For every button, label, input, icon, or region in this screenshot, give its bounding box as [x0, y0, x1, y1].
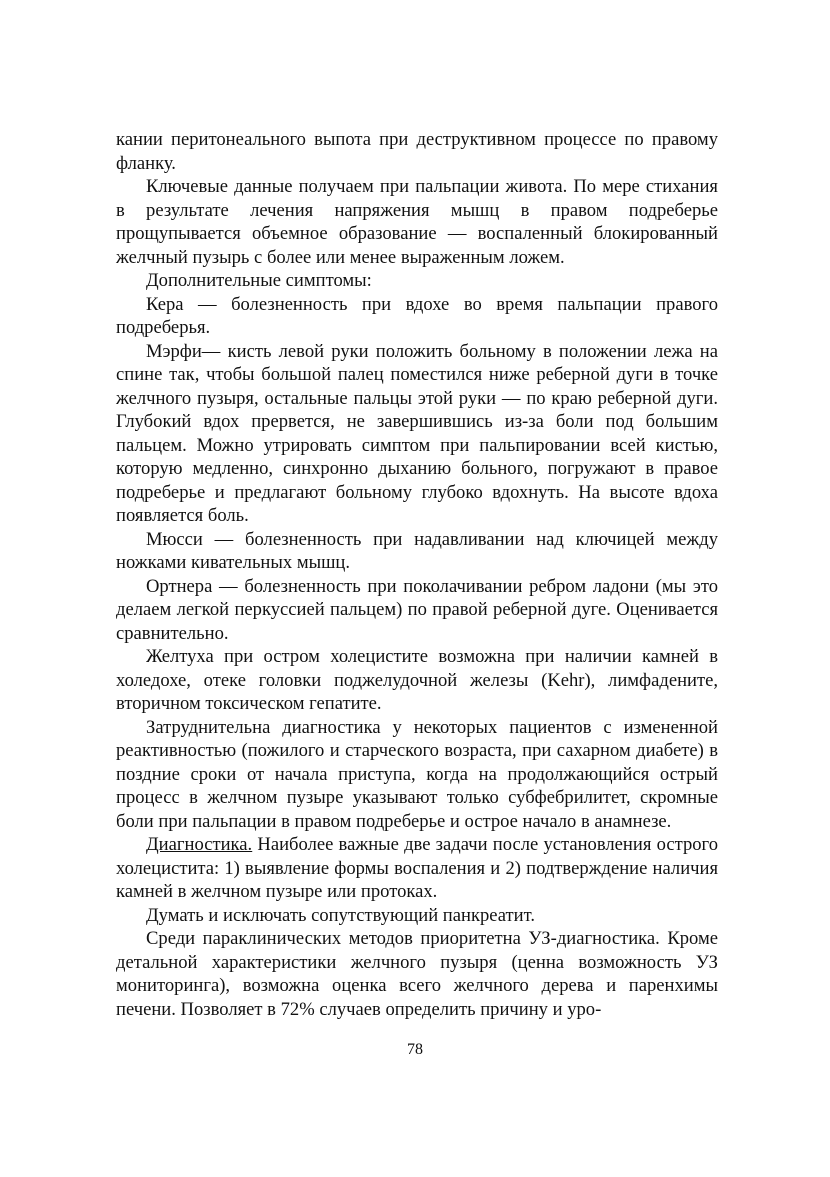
section-heading-diagnostics: Диагностика.: [146, 834, 253, 855]
page-number: 78: [407, 1041, 423, 1058]
paragraph: Дополнительные симптомы:: [146, 270, 372, 291]
paragraph: Среди параклинических методов приоритетна УЗ-диагностика. Кроме детальной характеристики желчного пузыря (ценна возможность УЗ мониторинга), возможна оценка всего желчного дерева и паренхимы печени. Позволяет в 72% случаев определить причину и уро-: [116, 928, 718, 1020]
paragraph: Ключевые данные получаем при пальпации живота. По мере стихания в результате лечения напряжения мышц в правом подреберье прощупывается объемное образование — воспаленный блокированный желчный пузырь с более или менее выраженным ложем.: [116, 176, 718, 268]
paragraph-diagnostics: [116, 833, 718, 904]
paragraph: Думать и исключать сопутствующий панкреатит.: [146, 904, 535, 926]
paragraph: Мюсси — болезненность при надавливании над ключицей между ножками кивательных мышц.: [116, 528, 718, 573]
paragraph: Ортнера — болезненность при поколачивании ребром ладони (мы это делаем легкой перкуссией пальцем) по правой реберной дуге. Оценивается сравнительно.: [116, 575, 718, 644]
paragraph-text: Наиболее важные две задачи после установления острого холецистита: 1) выявление формы воспаления и 2) подтверждение наличия камней в желчном пузыре или протоках.: [116, 834, 718, 902]
paragraph: Затруднительна диагностика у некоторых пациентов с измененной реактивностью (пожилого и старческого возраста, при сахарном диабете) в поздние сроки от начала приступа, когда на продолжающийся острый процесс в желчном пузыре указывают только субфебрилитет, скромные боли при пальпации в правом подреберье и острое начало в анамнезе.: [116, 716, 718, 832]
paragraph: Мэрфи— кисть левой руки положить больному в положении лежа на спине так, чтобы большой палец поместился ниже реберной дуги в точке желчного пузыря, остальные пальцы этой руки — по краю реберной дуги. Глубокий вдох прервется, не завершившись из-за боли под большим пальцем. Можно утрировать симптом при пальпировании всей кистью, которую медленно, синхронно дыханию больного, погружают в правое подреберье и предлагают больному глубоко вдохнуть. На высоте вдоха появляется боль.: [116, 340, 718, 526]
paragraph: Кера — болезненность при вдохе во время пальпации правого подреберья.: [116, 293, 718, 338]
paragraph: кании перитонеального выпота при деструктивном процессе по правому фланку.: [116, 129, 718, 174]
paragraph: Желтуха при остром холецистите возможна при наличии камней в холедохе, отеке головки поджелудочной железы (Kehr), лимфадените, вторичном токсическом гепатите.: [116, 646, 718, 714]
page-body: [116, 128, 718, 1021]
